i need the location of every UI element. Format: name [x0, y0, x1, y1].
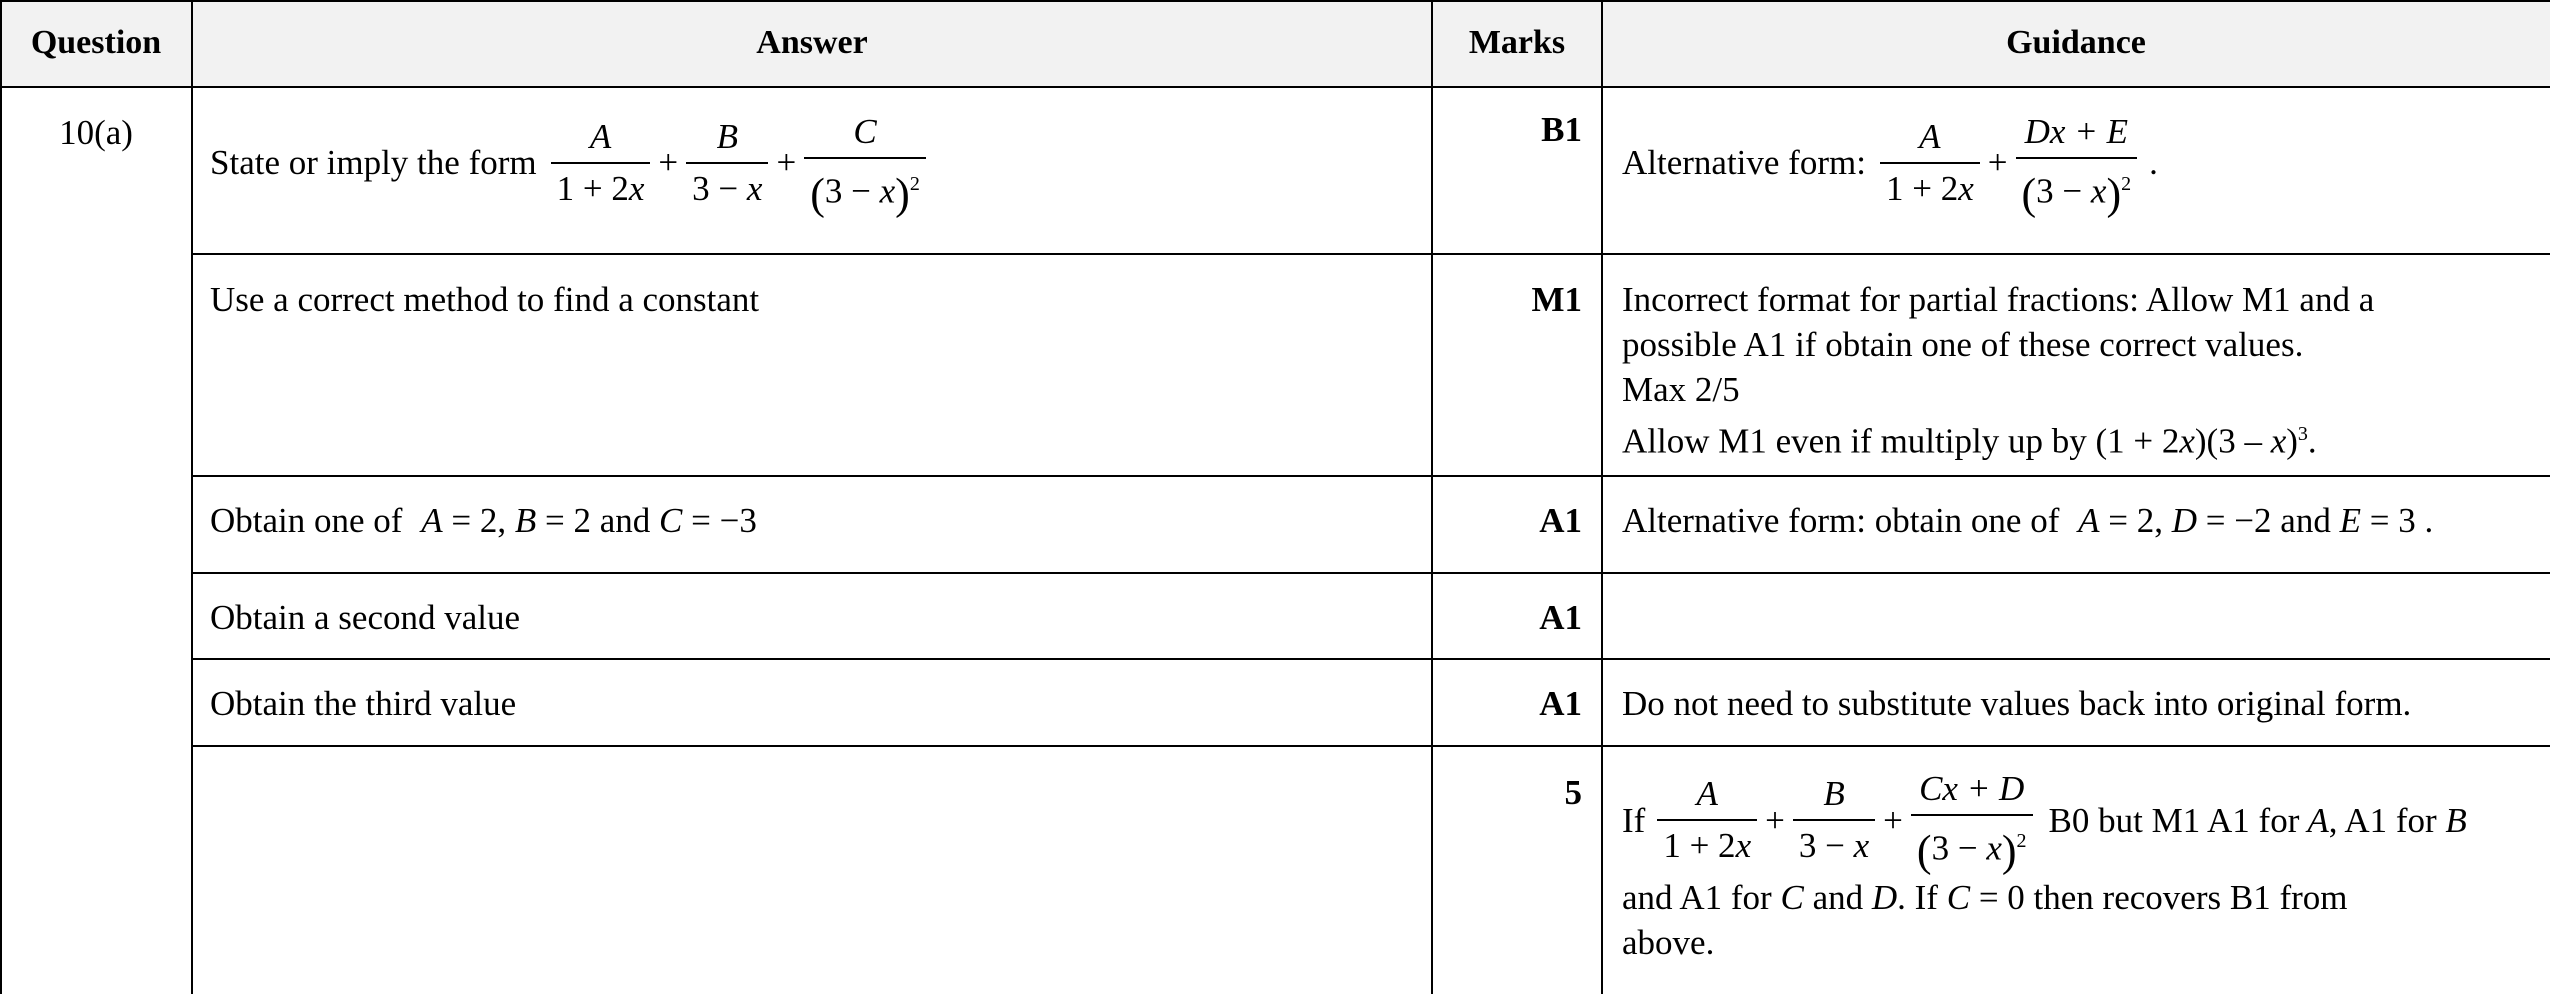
row3-guidance: Alternative form: obtain one of A = 2, D = −2 and E = 3 . [1622, 501, 2434, 540]
row-line-1 [191, 253, 2550, 255]
header-marks: Marks [1432, 0, 1602, 86]
row5-guidance: Do not need to substitute values back into original form. [1622, 684, 2412, 723]
row5-answer: Obtain the third value [210, 684, 517, 723]
question-id: 10(a) [59, 113, 133, 152]
row2-guidance-line4: Allow M1 even if multiply up by (1 + 2x)(3 – x)$^3$. [1622, 421, 2317, 461]
header-guidance: Guidance [1602, 0, 2550, 86]
header-answer: Answer [192, 0, 1432, 86]
row6-guidance-line2: and A1 for C and D. If C = 0 then recovers B1 from [1622, 878, 2348, 917]
row6-guidance-line3: above. [1622, 923, 1715, 962]
fraction-C-over-3-x-squared: $\frac{C}{(3 - x)^2}$ [804, 113, 926, 214]
fraction-Cx-D-over-3-x-squared: $\frac{Cx + D}{(3 - x)^2}$ [1911, 770, 2033, 871]
border-top [0, 0, 2550, 2]
row3-answer: Obtain one of A = 2, B = 2 and C = −3 [210, 501, 757, 540]
row1-answer: State or imply the form $\frac{A}{1 + 2x}$ + $\frac{B}{3 - x}$ + $\frac{C}{(3 - x)^2}$ [210, 108, 932, 218]
row6-guidance-line1: If $\frac{A}{1 + 2x}$ + $\frac{B}{3 - x}$ + $\frac{Cx + D}{(3 - x)^2}$ B0 but M1 A1 for A , A1 for B [1622, 768, 2467, 876]
row4-answer: Obtain a second value [210, 598, 521, 637]
row6-total-mark: 5 [1564, 773, 1582, 812]
header-question: Question [0, 0, 192, 86]
col-divider-3 [1601, 0, 1603, 994]
fraction-A-over-1-2x: $\frac{A}{1 + 2x}$ [551, 118, 651, 208]
row6-guidance [1622, 765, 2542, 965]
row4-mark: A1 [1539, 598, 1582, 637]
row2-guidance [1622, 277, 2542, 464]
row-line-2 [191, 475, 2550, 477]
row2-guidance-line2: possible A1 if obtain one of these correct values. [1622, 325, 2304, 364]
row2-guidance-line1: Incorrect format for partial fractions: Allow M1 and a [1622, 280, 2375, 319]
row1-guidance: Alternative form: $\frac{A}{1 + 2x}$ + $\frac{Dx + E}{(3 - x)^2}$ . [1622, 111, 2158, 219]
fraction-A-over-1-2x: $\frac{A}{1 + 2x}$ [1880, 118, 1980, 208]
row2-guidance-line3: Max 2/5 [1622, 370, 1740, 409]
row-line-3 [191, 572, 2550, 574]
row1-mark: B1 [1541, 110, 1582, 149]
row5-mark: A1 [1539, 684, 1582, 723]
header-bottom-line [0, 86, 2550, 88]
row-line-5 [191, 745, 2550, 747]
row-line-4 [191, 658, 2550, 660]
fraction-B-over-3-x: $\frac{B}{3 - x}$ [686, 118, 768, 208]
fraction-Dx-E-over-3-x-squared: $\frac{Dx + E}{(3 - x)^2}$ [2016, 113, 2138, 214]
row1-answer-text: State or imply the form [210, 143, 537, 182]
row3-mark: A1 [1539, 501, 1582, 540]
row2-answer: Use a correct method to find a constant [210, 280, 760, 319]
fraction-B-over-3-x: $\frac{B}{3 - x}$ [1793, 775, 1875, 865]
fraction-A-over-1-2x: $\frac{A}{1 + 2x}$ [1657, 775, 1757, 865]
row2-mark: M1 [1531, 280, 1582, 319]
